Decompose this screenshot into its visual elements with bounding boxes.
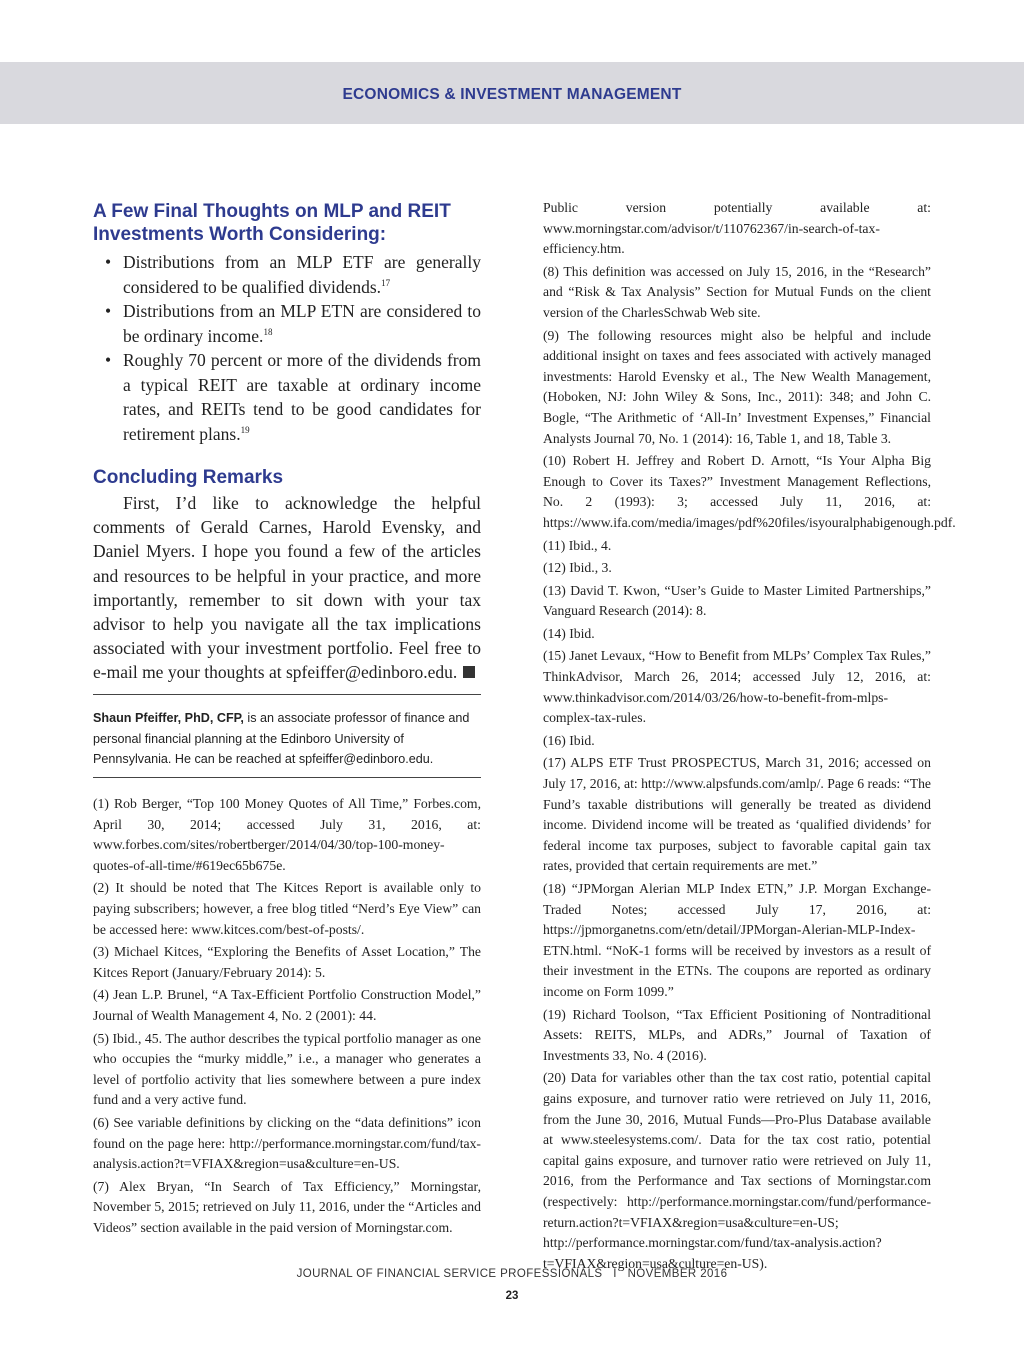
footnote: (10) Robert H. Jeffrey and Robert D. Arnott, “Is Your Alpha Big Enough to Cover its Taxes?” Investment Management Reflections, No. 2 (1993): 3; accessed July 11, 2016, at: https://www.ifa.com/media/images/pdf%20files/isyouralphabigenough.pdf. (543, 453, 956, 530)
footnote: (12) Ibid., 3. (543, 560, 612, 576)
footnote-ref: 17 (381, 277, 391, 288)
page-number: 23 (505, 1290, 519, 1302)
footnote: (13) David T. Kwon, “User’s Guide to Master Limited Partnerships,” Vanguard Research (2014): 8. (543, 582, 931, 619)
left-column (93, 200, 481, 685)
footnote: (1) Rob Berger, “Top 100 Money Quotes of All Time,” Forbes.com, April 30, 2014; accessed July 31, 2016, at: www.forbes.com/sites/robertberger/2014/04/30/top-100-money-quotes-of-all-time/#619ec65b675e. (93, 796, 481, 873)
footnote: (4) Jean L.P. Brunel, “A Tax-Efficient Portfolio Construction Model,” Journal of Wealth Management 4, No. 2 (2001): 44. (93, 987, 481, 1023)
footnote: (11) Ibid., 4. (543, 537, 612, 553)
heading-final-thoughts: A Few Final Thoughts on MLP and REIT Investments Worth Considering: (93, 201, 451, 245)
footnote-ref: 19 (240, 424, 250, 435)
footnotes-right (543, 198, 956, 1276)
heading-concluding-remarks: Concluding Remarks (93, 467, 284, 488)
bio-rule-top (93, 694, 481, 695)
footnote: (8) This definition was accessed on July 15, 2016, in the “Research” and “Risk & Tax Analysis” Section for Mutual Funds on the client version of the CharlesSchwab Web site. (543, 263, 931, 320)
footnote: (17) ALPS ETF Trust PROSPECTUS, March 31, 2016; accessed on July 17, 2016, at: http://www.alpsfunds.com/amlp/. Page 6 reads: “The Fund’s taxable distributions will generally be treated as dividend income. Dividend income will be treated as ‘qualified dividends’ for federal income tax purposes, subject to favorable capital gain tax rates, provided that certain requirements are met.” (543, 755, 932, 874)
footnote: (15) Janet Levaux, “How to Benefit from MLPs’ Complex Tax Rules,” ThinkAdvisor, March 26, 2014; accessed July 12, 2016, at: www.thinkadvisor.com/2014/03/26/how-to-benefit-from-mlps-complex-tax-rules. (543, 648, 931, 726)
footnote: (9) The following resources might also be helpful and include additional insight on taxes and fees associated with actively managed investments: Harold Evensky et al., The New Wealth Management, (Hoboken, NJ: John Wiley & Sons, Inc., 2011): 348; and John C. Bogle, “The Arithmetic of ‘All-In’ Investment Expenses,” Financial Analysts Journal 70, No. 1 (2014): 16, Table 1, and 18, Table 3. (543, 327, 931, 446)
author-bio: Shaun Pfeiffer, PhD, CFP, is an associate professor of finance and personal financial planning at the Edinboro University of Pennsylvania. He can be reached at spfeiffer@edinboro.edu. (93, 711, 470, 766)
footnotes-left (93, 794, 481, 1240)
concluding-paragraph: First, I’d like to acknowledge the helpful comments of Gerald Carnes, Harold Evensky, and Daniel Myers. I hope you found a few of the articles and resources to be helpful in your practice, and more importantly, remember to sit down with your tax advisor to help you navigate all the tax implications associated with your investment portfolio. Feel free to e-mail me your thoughts at spfeiffer@edinboro.edu. (93, 493, 481, 683)
list-item: • Distributions from an MLP ETN are considered to be ordinary income.$^{18}$ (93, 299, 481, 348)
footnote: (18) “JPMorgan Alerian MLP Index ETN,” J.P. Morgan Exchange-Traded Notes; accessed July 17, 2016, at: https://jpmorganetns.com/etn/detail/JPMorgan-Alerian-MLP-Index-ETN.html. “NoK-1 forms will be received by investors as a result of their investment in the ETNs. The coupons are reported as ordinary income on Form 1099.” (543, 881, 931, 999)
footnote: (6) See variable definitions by clicking on the “data definitions” icon found on the page here: http://performance.morningstar.com/fund/tax-analysis.action?t=VFIAX&region=usa&culture=en-US. (93, 1114, 481, 1172)
list-item: • Distributions from an MLP ETF are generally considered to be qualified dividends.$^{17}$ (93, 250, 481, 299)
list-item: • Roughly 70 percent or more of the dividends from a typical REIT are taxable at ordinary income rates, and REITs tend to be good candidates for retirement plans.$^{19}$ (93, 348, 481, 446)
footnote: (20) Data for variables other than the tax cost ratio, potential capital gains exposure, and turnover ratio were retrieved on July 11, 2016, from the June 30, 2016, Mutual Funds—Pro-Plus Database available at www.steelesystems.com/. Data for the tax cost ratio, potential capital gains exposure, and turnover ratio were retrieved on July 11, 2016, from the Performance and Tax sections of Morningstar.com (respectively: http://performance.morningstar.com/fund/performance-return.action?t=VFIAX&region=usa&culture=en-US; http://performance.morningstar.com/fund/tax-analysis.action?t=VFIAX&region=usa&culture=en-US). (543, 1070, 931, 1271)
footnote: (7) Alex Bryan, “In Search of Tax Efficiency,” Morningstar, November 5, 2015; retrieved on July 11, 2016, under the “Articles and Videos” section available in the paid version of Morningstar.com. (93, 1178, 481, 1235)
footnote: (5) Ibid., 45. The author describes the typical portfolio manager as one who occupies the “murky middle,” i.e., a manager who generates a level of portfolio activity that lies somewhere between a pure index fund and a very active fund. (93, 1030, 481, 1108)
footnote-ref: 18 (263, 326, 273, 337)
end-mark-icon (463, 666, 475, 678)
footnote: (16) Ibid. (543, 732, 595, 748)
footnote: (2) It should be noted that The Kitces Report is available only to paying subscribers; however, a free blog titled “Nerd’s Eye View” can be accessed here: www.kitces.com/best-of-posts/. (93, 880, 481, 937)
footnote: (14) Ibid. (543, 625, 595, 641)
section-title: ECONOMICS & INVESTMENT MANAGEMENT (342, 86, 682, 103)
bio-rule-bottom (93, 777, 481, 778)
journal-footer: JOURNAL OF FINANCIAL SERVICE PROFESSIONALS I NOVEMBER 2016 (296, 1268, 728, 1280)
bullet-list (93, 250, 481, 446)
footnote: (19) Richard Toolson, “Tax Efficient Positioning of Nontraditional Assets: REITS, MLPs, and ADRs,” Journal of Taxation of Investments 33, No. 4 (2016). (543, 1006, 931, 1063)
footnote: (3) Michael Kitces, “Exploring the Benefits of Asset Location,” The Kitces Report (January/February 2014): 5. (93, 944, 481, 980)
footnote: Public version potentially available at: www.morningstar.com/advisor/t/110762367/in-search-of-tax-efficiency.htm. (543, 200, 931, 257)
